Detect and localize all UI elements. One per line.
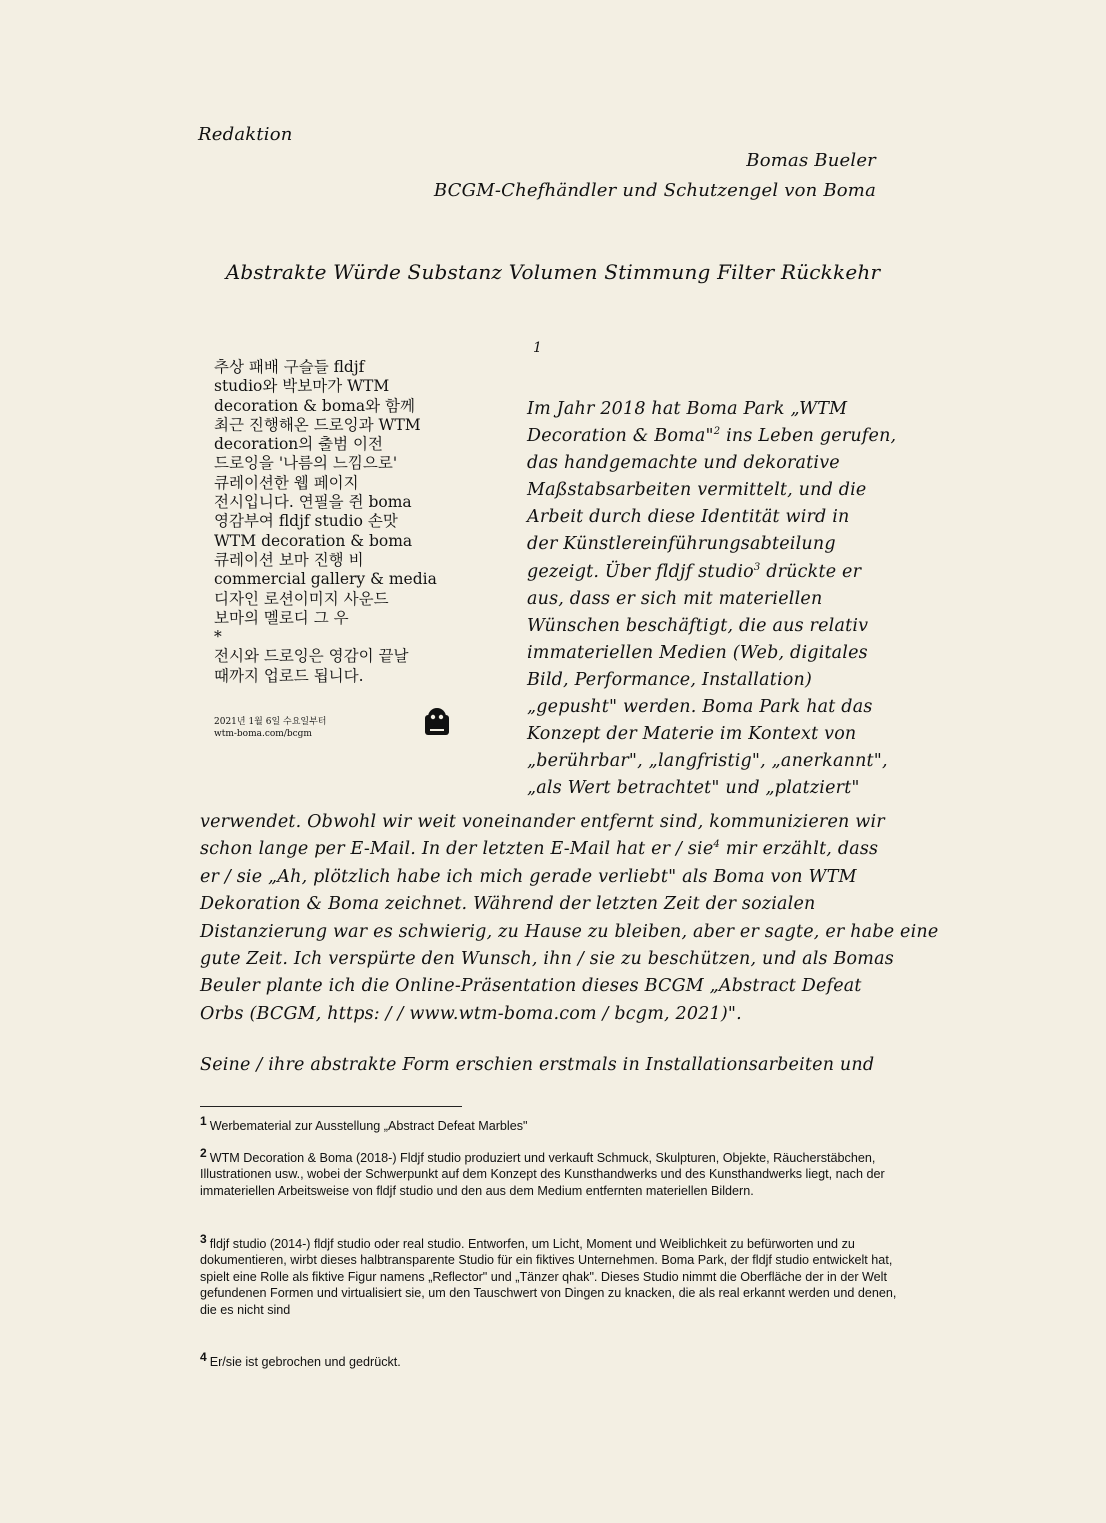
footnote-divider	[200, 1106, 462, 1107]
text-line: WTM decoration & boma	[214, 531, 413, 550]
text-line: decoration & boma와 함께	[214, 396, 415, 415]
text-line: Bild, Performance, Installation)	[527, 669, 812, 690]
text-line: er / sie „Ah, plötzlich habe ich mich gerade verliebt" als Boma von WTM	[200, 866, 857, 887]
footnote-reference: 4	[713, 839, 720, 851]
text-line: 영감부여 fldjf studio 손맛	[214, 512, 398, 531]
poster-url: wtm-boma.com/bcgm	[214, 729, 312, 739]
text-line: 전시입니다. 연필을 쥔 boma	[214, 493, 412, 512]
text-line: der Künstlereinführungsabteilung	[527, 534, 836, 555]
text-line: „als Wert betrachtet" und „platziert"	[527, 778, 860, 799]
footnote-1	[200, 1113, 900, 1134]
poster-text	[214, 358, 437, 686]
footnote-text: fldjf studio (2014-) fldjf studio oder real studio. Entworfen, um Licht, Moment und Weiblichkeit zu befürworten und zu dokumentieren, wirbt dieses halbtransparente Studio für ein fiktives Unternehmen. Boma Park, der fldjf studio entwickelt hat, spielt eine Rolle als fiktive Figur namens „Reflector" und „Tänzer qhak". Dieses Studio nimmt die Oberfläche der in der Welt gefundenen Formen und virtualisiert sie, um den Tauschwert von Dingen zu knacken, die als real erkannt werden und denen, die es nicht sind	[200, 1237, 897, 1317]
text-line: gezeigt. Über fldjf studio$^3$ drückte er	[527, 561, 862, 582]
text-line: Beuler plante ich die Online-Präsentation dieses BCGM „Abstract Defeat	[200, 976, 862, 997]
text-line: Orbs (BCGM, https: / / www.wtm-boma.com / bcgm, 2021)".	[200, 1003, 742, 1024]
text-line: Konzept der Materie im Kontext von	[527, 724, 857, 745]
page-number: 1	[533, 340, 543, 356]
text-line: schon lange per E-Mail. In der letzten E-Mail hat er / sie$^4$ mir erzählt, dass	[200, 839, 879, 860]
footnote-text: Er/sie ist gebrochen und gedrückt.	[209, 1355, 401, 1369]
text-line: Distanzierung war es schwierig, zu Hause zu bleiben, aber er sagte, er habe eine	[200, 921, 939, 942]
text-line: Decoration & Boma"$^2$ ins Leben gerufen,	[527, 426, 897, 447]
body-text-last-line: Seine / ihre abstrakte Form erschien erstmals in Installationsarbeiten und	[200, 1055, 875, 1075]
text-line: „berührbar", „langfristig", „anerkannt",	[527, 751, 888, 772]
text-line: 전시와 드로잉은 영감이 끝날	[214, 647, 409, 666]
footnote-text: Werbematerial zur Ausstellung „Abstract Defeat Marbles"	[209, 1119, 528, 1133]
text-line: Maßstabsarbeiten vermittelt, und die	[527, 480, 867, 501]
poster-footer	[214, 716, 327, 740]
text-line: Wünschen beschäftigt, die aus relativ	[527, 615, 869, 636]
author-name: Bomas Bueler	[746, 150, 876, 171]
text-line: das handgemachte und dekorative	[527, 453, 840, 474]
text-line: decoration의 출범 이전	[214, 435, 383, 454]
footnote-text: WTM Decoration & Boma (2018-) Fldjf studio produziert und verkauft Schmuck, Skulpturen, Objekte, Räucherstäbchen, Illustrationen usw., wobei der Schwerpunkt auf dem Konzept des Kunsthandwerks und des Kunsthandwerks liegt, nach der immateriellen Arbeitsweise von fldjf studio und den aus dem Medium entfernten materiellen Bildern.	[200, 1151, 885, 1198]
text-line: 디자인 로션이미지 사운드	[214, 589, 389, 608]
footnote-4	[200, 1349, 900, 1370]
footnote-number: 3	[200, 1231, 207, 1246]
boma-logo-icon	[422, 707, 452, 737]
heading: Redaktion	[198, 124, 293, 145]
poster-date: 2021년 1월 6일 수요일부터	[214, 717, 327, 727]
document-title: Abstrakte Würde Substanz Volumen Stimmung Filter Rückkehr	[225, 260, 881, 284]
footnote-reference: 3	[753, 561, 761, 573]
text-line: Im Jahr 2018 hat Boma Park „WTM	[527, 399, 848, 419]
text-line: 큐레이션 보마 진행 비	[214, 550, 364, 569]
text-line: „gepusht" werden. Boma Park hat das	[527, 697, 873, 718]
body-text-right-column	[527, 396, 907, 802]
text-line: Arbeit durch diese Identität wird in	[527, 507, 850, 528]
text-line: immateriellen Medien (Web, digitales	[527, 642, 868, 663]
text-line: Dekoration & Boma zeichnet. Während der letzten Zeit der sozialen	[200, 894, 816, 915]
footnote-3	[200, 1231, 900, 1318]
footnote-2	[200, 1145, 900, 1199]
text-line: gute Zeit. Ich verspürte den Wunsch, ihn / sie zu beschützen, und als Bomas	[200, 949, 894, 970]
text-line: 최근 진행해온 드로잉과 WTM	[214, 415, 421, 434]
text-line: 보마의 멜로디 그 우	[214, 608, 349, 627]
author-role: BCGM-Chefhändler und Schutzengel von Boma	[433, 180, 876, 201]
text-line: 때까지 업로드 됩니다.	[214, 666, 364, 685]
footnote-reference: 2	[713, 426, 721, 438]
footnote-number: 2	[200, 1145, 207, 1160]
text-line: 큐레이션한 웹 페이지	[214, 473, 359, 492]
text-line: verwendet. Obwohl wir weit voneinander entfernt sind, kommunizieren wir	[200, 812, 885, 832]
poster-block	[214, 358, 437, 686]
footnote-number: 1	[200, 1113, 207, 1128]
text-line: 드로잉을 '나름의 느낌으로'	[214, 454, 398, 473]
text-line: commercial gallery & media	[214, 570, 437, 589]
text-line: aus, dass er sich mit materiellen	[527, 588, 823, 609]
text-line: studio와 박보마가 WTM	[214, 377, 390, 396]
footnote-number: 4	[200, 1349, 207, 1364]
body-text-full-width	[200, 809, 939, 1028]
text-line: 추상 패배 구슬들 fldjf	[214, 358, 365, 376]
text-line: *	[214, 628, 222, 647]
